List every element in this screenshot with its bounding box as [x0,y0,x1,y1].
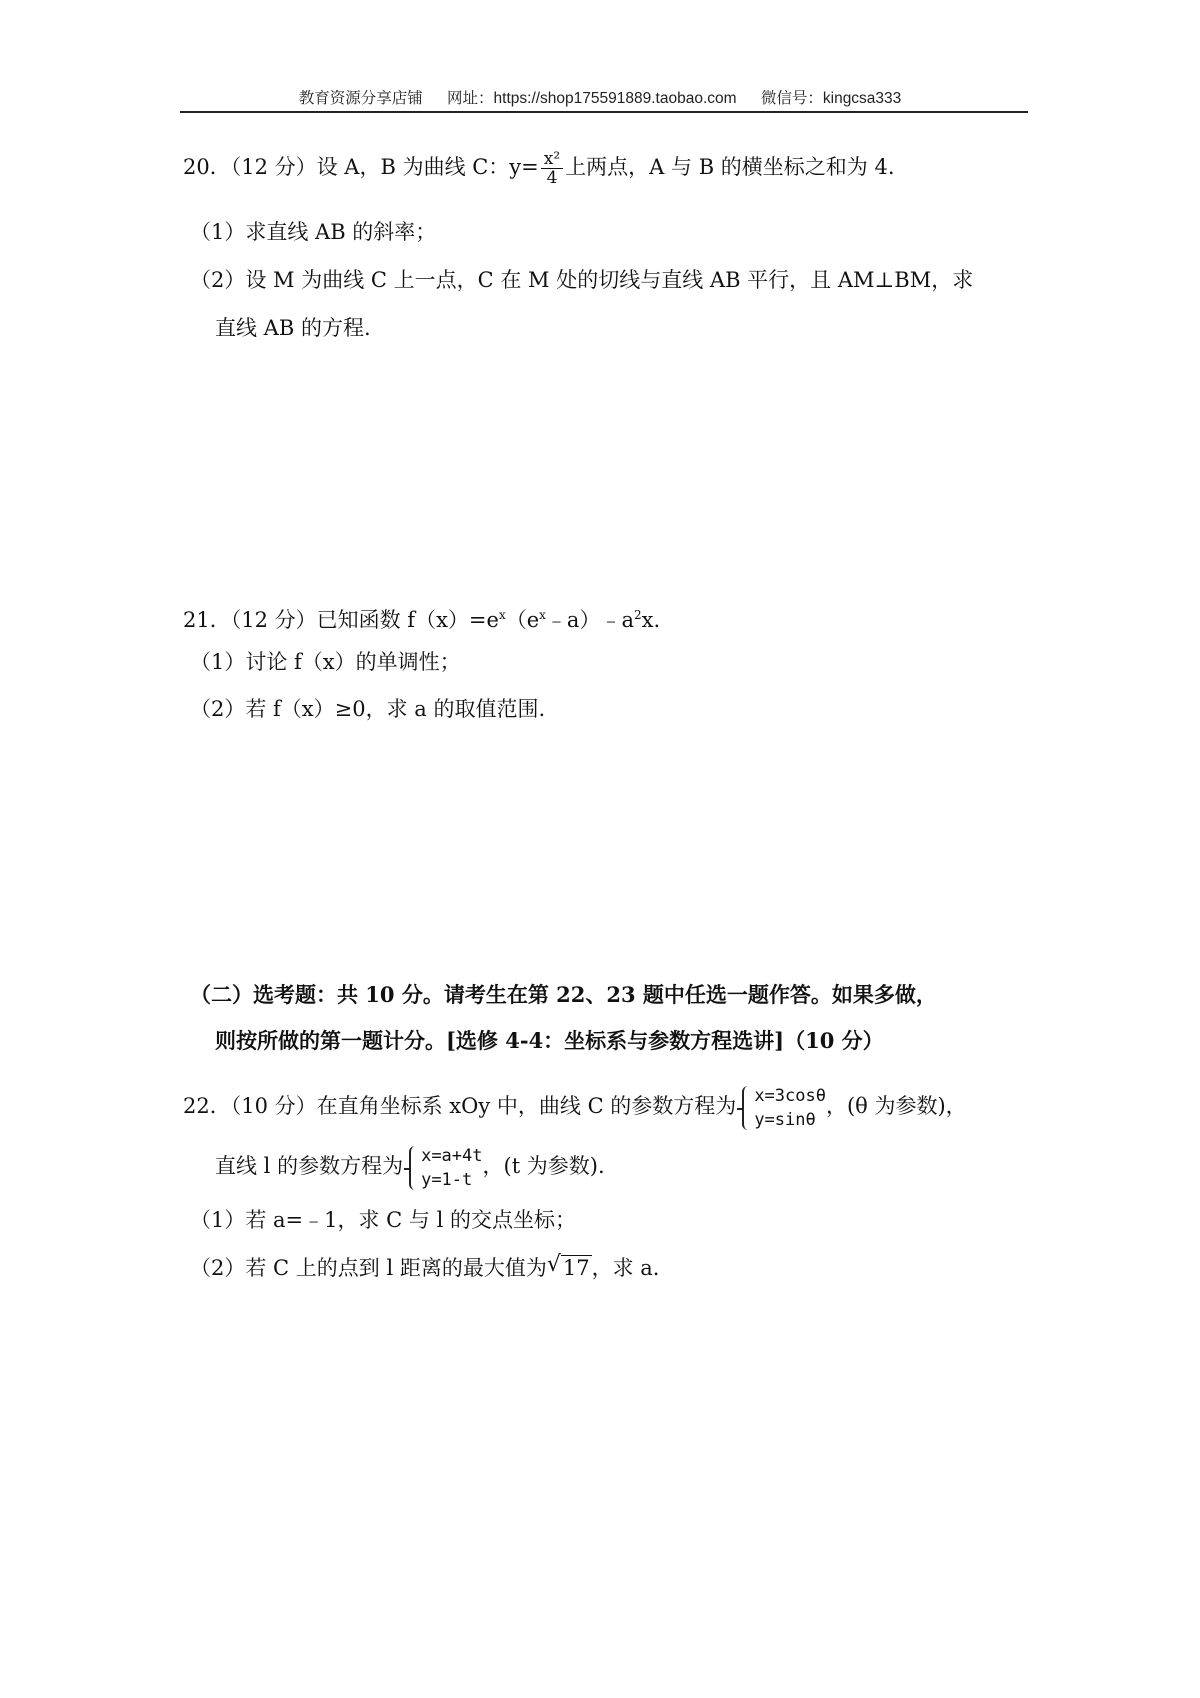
q22-part2-lead: （2）若 C 上的点到 l 距离的最大值为 [190,1256,547,1280]
header-url: 网址：https://shop175591889.taobao.com [447,90,737,107]
q21-sup2: x [539,608,546,622]
q22-stem [183,1076,967,1136]
q22-line-system [407,1144,482,1192]
q21-mid2: ﹣a）﹣a [545,608,634,632]
q22-line-tail: ，(t 为参数). [482,1154,605,1178]
q22-line-lead: 直线 l 的参数方程为 [215,1154,404,1178]
section2-line1: （二）选考题：共 10 分。请考生在第 22、23 题中任选一题作答。如果多做， [190,982,937,1007]
q21-part2: （2）若 f（x）≥0，求 a 的取值范围. [190,697,546,721]
q21-part1: （1）讨论 f（x）的单调性； [190,650,461,674]
header-shop: 教育资源分享店铺 [298,90,423,107]
q20-fraction [541,150,563,187]
q22-line-eq-y: y=1-t [421,1169,473,1190]
q22-curve-eq-y: y=sinθ [754,1109,816,1130]
q20-part2-line2: 直线 AB 的方程. [215,316,371,340]
q21-sup3: 2 [633,608,642,622]
q21-stem [183,601,660,634]
q22-lead: 22．（10 分）在直角坐标系 xOy 中，曲线 C 的参数方程为 [183,1094,737,1118]
q22-curve-tail: ，(θ 为参数)， [825,1094,967,1118]
q20-frac-num: x² [541,150,563,169]
q22-curve-system [740,1084,826,1132]
q22-curve-eq-x: x=3cosθ [754,1085,826,1106]
q21-mid1: （e [505,608,540,632]
q22-radicand: 17 [562,1256,590,1280]
q22-part2 [190,1254,659,1282]
q20-part2-line1: （2）设 M 为曲线 C 上一点，C 在 M 处的切线与直线 AB 平行，且 AM⊥BM，求 [190,268,974,292]
header-wechat: 微信号：kingcsa333 [760,90,902,107]
header-rule [180,111,1028,113]
q22-part1: （1）若 a=﹣1，求 C 与 l 的交点坐标； [190,1208,576,1232]
q21-lead: 21．（12 分）已知函数 f（x）=e [183,608,499,632]
q20-frac-den: 4 [546,168,558,188]
sqrt-symbol [547,1254,592,1282]
q20-part1: （1）求直线 AB 的斜率； [190,220,437,244]
q20-tail: 上两点，A 与 B 的横坐标之和为 4. [565,155,895,179]
q22-line-def [215,1136,605,1196]
page-header [0,86,1200,108]
section2-line2: 则按所做的第一题计分。[选修 4-4：坐标系与参数方程选讲]（10 分） [215,1028,884,1053]
q20-lead: 20．（12 分）设 A，B 为曲线 C：y= [183,155,539,179]
q22-part2-tail: ，求 a. [591,1256,660,1280]
q21-tail: x. [641,608,661,632]
q21-sup1: x [498,608,506,622]
q22-line-eq-x: x=a+4t [421,1145,483,1166]
q20-stem [183,150,895,187]
